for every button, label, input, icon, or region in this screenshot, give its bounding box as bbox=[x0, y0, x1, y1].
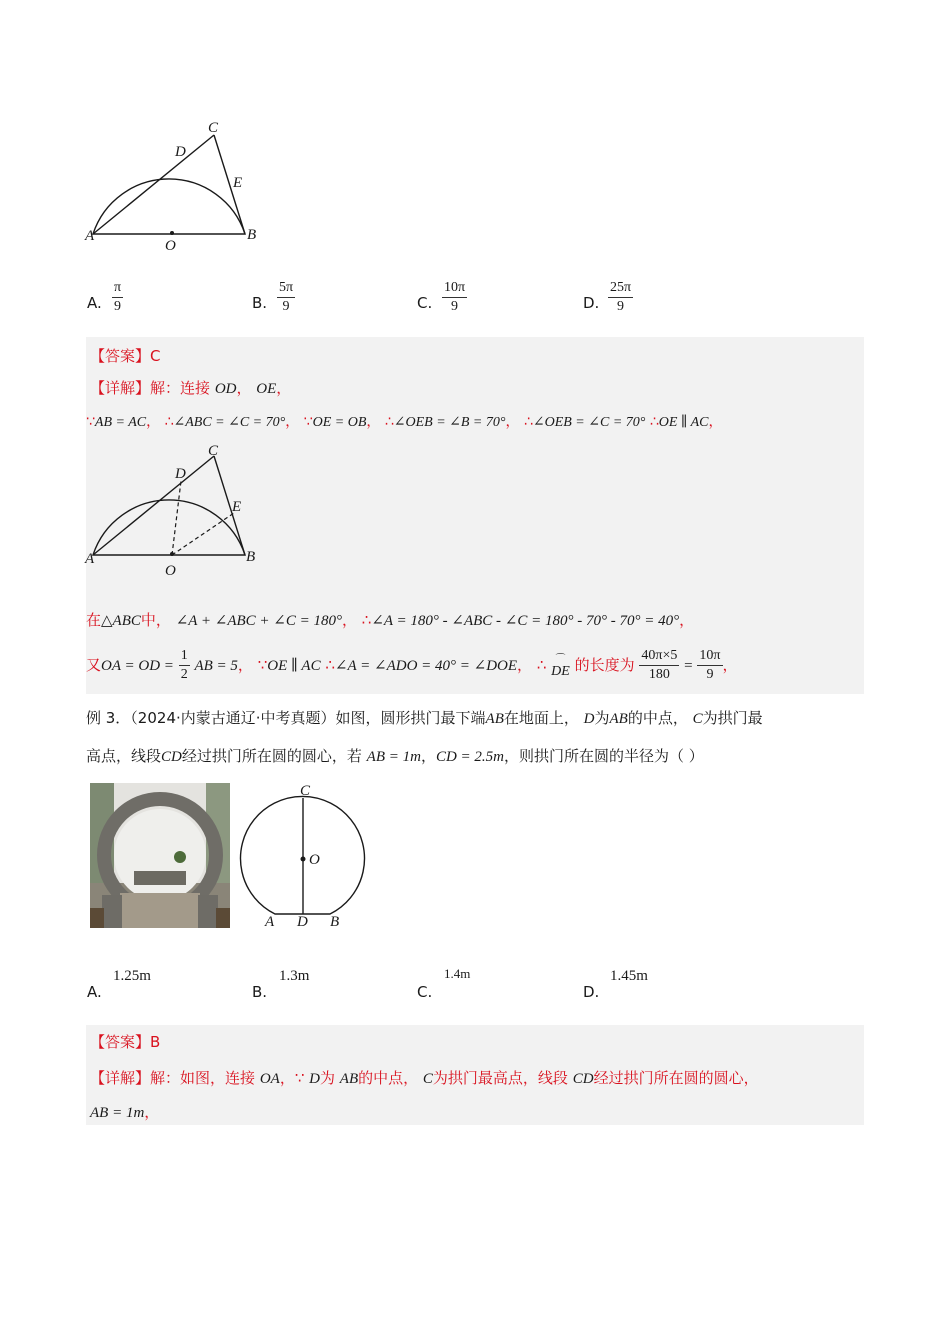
answer-box-q2 bbox=[86, 337, 864, 694]
option-a-label: A. bbox=[87, 983, 102, 1001]
label-a: A bbox=[265, 914, 275, 930]
label-e: E bbox=[232, 499, 242, 515]
label-c: C bbox=[208, 120, 219, 136]
q3-detail-line-2: AB = 1m， bbox=[90, 1103, 160, 1121]
option-c-value: 1.4m bbox=[444, 966, 471, 981]
label-o: O bbox=[165, 238, 176, 254]
label-b: B bbox=[246, 549, 256, 565]
label-b: B bbox=[247, 227, 257, 243]
detail-line-3: 在△ABC中， ∠A + ∠ABC + ∠C = 180°， ∴∠A = 180° - ∠ABC - ∠C = 180° - 70° - 70° = 40°， bbox=[86, 611, 695, 629]
label-o: O bbox=[309, 852, 320, 868]
option-a-value: 1.25m bbox=[113, 968, 151, 984]
q3-stem-line-1: 例 3．（2024·内蒙古通辽·中考真题）如图，圆形拱门最下端AB在地面上， D为AB的中点， C为拱门最 bbox=[86, 709, 763, 727]
option-a-label: A. bbox=[87, 294, 102, 312]
option-d-value: $\frac{25\pi}{9}$ bbox=[610, 280, 632, 314]
option-d-label: D. bbox=[583, 983, 600, 1001]
option-c-label: C. bbox=[417, 294, 433, 312]
option-c-label: C. bbox=[417, 983, 433, 1001]
answer-line-q3: 【答案】B bbox=[90, 1033, 161, 1051]
label-a: A bbox=[85, 551, 95, 567]
label-e: E bbox=[233, 175, 243, 191]
label-b: B bbox=[330, 914, 340, 930]
label-c: C bbox=[208, 443, 219, 459]
circle-arch-figure bbox=[238, 780, 378, 932]
label-d: D bbox=[175, 144, 186, 160]
label-c: C bbox=[300, 783, 311, 799]
semicircle-triangle-figure bbox=[80, 115, 270, 255]
detail-line-1: 【详解】解：连接 OD， OE， bbox=[90, 379, 292, 397]
option-c-value: $\frac{10\pi}{9}$ bbox=[444, 280, 466, 314]
detail-line-4: 又OA = OD = $\frac{1}{2}$ AB = 5， ∵OE ∥ AC ∴∠A = ∠ADO = 40° = ∠DOE， ∴ ⌒ DE 的长度为 $\frac{40\pi\times 5}{180}$ = $\frac{10\pi}{9}$ ， bbox=[86, 648, 738, 682]
label-d: D bbox=[297, 914, 308, 930]
detail-line-2: ∵AB = AC， ∴∠ABC = ∠C = 70°， ∵OE = OB， ∴∠OEB = ∠B = 70°， ∴∠OEB = ∠C = 70° ∴OE ∥ AC， bbox=[86, 414, 723, 430]
q3-stem-line-2: 高点，线段CD经过拱门所在圆的圆心，若 AB = 1m，CD = 2.5m，则拱门所在圆的半径为（ ） bbox=[86, 747, 704, 765]
option-d-value: 1.45m bbox=[610, 968, 648, 984]
q3-detail-line-1: 【详解】解：如图，连接 OA，∵ D为 AB的中点， C为拱门最高点，线段 CD经过拱门所在圆的圆心， bbox=[90, 1069, 759, 1087]
option-d-label: D. bbox=[583, 294, 600, 312]
label-d: D bbox=[175, 466, 186, 482]
label-a: A bbox=[85, 228, 95, 244]
moon-gate-photo bbox=[90, 783, 230, 928]
option-b-value: 1.3m bbox=[279, 968, 310, 984]
option-b-value: $\frac{5\pi}{9}$ bbox=[279, 280, 294, 314]
option-b-label: B. bbox=[252, 294, 268, 312]
label-o: O bbox=[165, 563, 176, 579]
answer-box-q3 bbox=[86, 1025, 864, 1125]
answer-line-q2: 【答案】C bbox=[90, 347, 161, 365]
semicircle-dashed-figure bbox=[80, 443, 270, 583]
option-a-value: $\frac{\pi}{9}$ bbox=[114, 280, 122, 314]
option-b-label: B. bbox=[252, 983, 268, 1001]
